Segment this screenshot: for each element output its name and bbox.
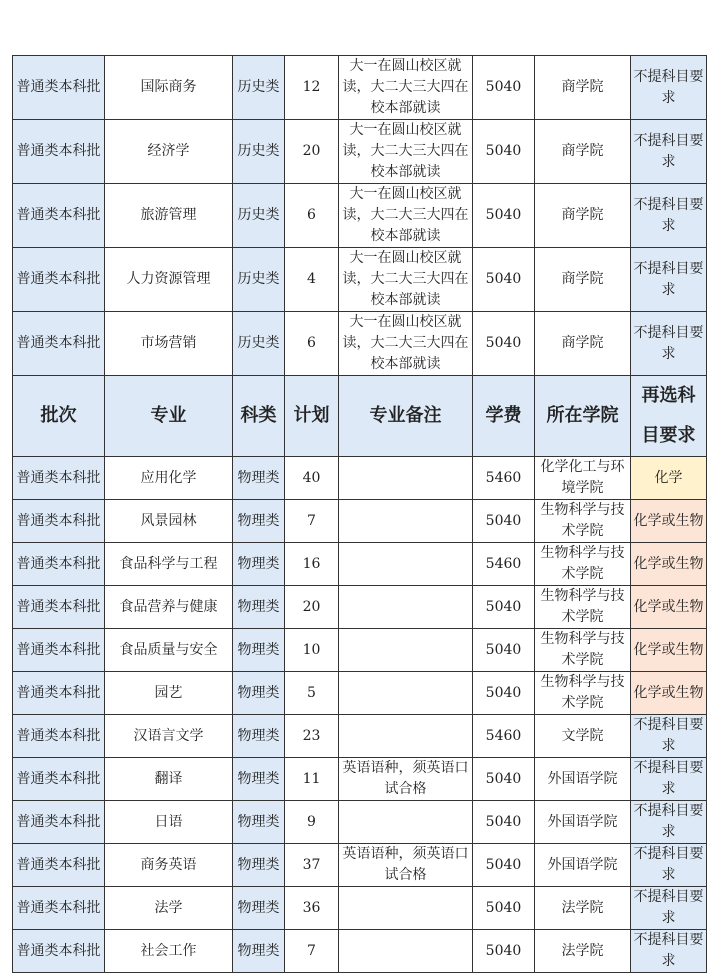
plan-cell: 16 — [285, 543, 339, 586]
note-cell — [339, 629, 473, 672]
type-cell: 物理类 — [233, 844, 285, 887]
plan-cell: 23 — [285, 715, 339, 758]
table-row — [13, 801, 707, 844]
requirement-cell: 不提科目要求 — [631, 801, 707, 844]
college-cell: 生物科学与技术学院 — [535, 500, 631, 543]
major-cell: 旅游管理 — [105, 184, 233, 248]
college-cell: 法学院 — [535, 930, 631, 973]
table-row — [13, 887, 707, 930]
note-cell: 英语语种，须英语口试合格 — [339, 844, 473, 887]
note-cell — [339, 500, 473, 543]
major-cell: 汉语言文学 — [105, 715, 233, 758]
type-cell: 物理类 — [233, 457, 285, 500]
table-row — [13, 312, 707, 376]
batch-cell: 普通类本科批 — [13, 457, 105, 500]
note-cell — [339, 887, 473, 930]
note-cell: 大一在圆山校区就读，大二大三大四在校本部就读 — [339, 184, 473, 248]
college-cell: 商学院 — [535, 312, 631, 376]
major-cell: 应用化学 — [105, 457, 233, 500]
header-college: 所在学院 — [535, 376, 631, 457]
requirement-cell: 化学或生物 — [631, 672, 707, 715]
table-row — [13, 184, 707, 248]
note-cell — [339, 930, 473, 973]
header-major: 专业 — [105, 376, 233, 457]
college-cell: 生物科学与技术学院 — [535, 672, 631, 715]
table-row — [13, 120, 707, 184]
requirement-cell: 不提科目要求 — [631, 312, 707, 376]
plan-cell: 6 — [285, 184, 339, 248]
batch-cell: 普通类本科批 — [13, 543, 105, 586]
plan-cell: 20 — [285, 586, 339, 629]
major-cell: 食品质量与安全 — [105, 629, 233, 672]
type-cell: 物理类 — [233, 758, 285, 801]
history-section — [13, 56, 707, 376]
college-cell: 生物科学与技术学院 — [535, 543, 631, 586]
note-cell — [339, 715, 473, 758]
table-row — [13, 629, 707, 672]
fee-cell: 5040 — [473, 629, 535, 672]
header-batch: 批次 — [13, 376, 105, 457]
fee-cell: 5040 — [473, 312, 535, 376]
note-cell — [339, 586, 473, 629]
major-cell: 园艺 — [105, 672, 233, 715]
header-fee: 学费 — [473, 376, 535, 457]
note-cell — [339, 801, 473, 844]
college-cell: 外国语学院 — [535, 758, 631, 801]
plan-cell: 4 — [285, 248, 339, 312]
note-cell — [339, 457, 473, 500]
type-cell: 历史类 — [233, 248, 285, 312]
plan-cell: 6 — [285, 312, 339, 376]
college-cell: 生物科学与技术学院 — [535, 586, 631, 629]
fee-cell: 5040 — [473, 586, 535, 629]
requirement-cell: 不提科目要求 — [631, 887, 707, 930]
college-cell: 商学院 — [535, 248, 631, 312]
plan-cell: 10 — [285, 629, 339, 672]
batch-cell: 普通类本科批 — [13, 248, 105, 312]
type-cell: 物理类 — [233, 586, 285, 629]
fee-cell: 5040 — [473, 56, 535, 120]
type-cell: 历史类 — [233, 56, 285, 120]
note-cell: 大一在圆山校区就读，大二大三大四在校本部就读 — [339, 248, 473, 312]
type-cell: 物理类 — [233, 715, 285, 758]
table-row — [13, 56, 707, 120]
batch-cell: 普通类本科批 — [13, 586, 105, 629]
major-cell: 社会工作 — [105, 930, 233, 973]
batch-cell: 普通类本科批 — [13, 56, 105, 120]
fee-cell: 5040 — [473, 801, 535, 844]
batch-cell: 普通类本科批 — [13, 887, 105, 930]
college-cell: 生物科学与技术学院 — [535, 629, 631, 672]
header-note: 专业备注 — [339, 376, 473, 457]
requirement-cell: 不提科目要求 — [631, 715, 707, 758]
college-cell: 法学院 — [535, 887, 631, 930]
major-cell: 食品营养与健康 — [105, 586, 233, 629]
note-cell: 大一在圆山校区就读，大二大三大四在校本部就读 — [339, 120, 473, 184]
major-cell: 翻译 — [105, 758, 233, 801]
plan-cell: 7 — [285, 500, 339, 543]
major-cell: 食品科学与工程 — [105, 543, 233, 586]
table-row — [13, 248, 707, 312]
type-cell: 历史类 — [233, 184, 285, 248]
fee-cell: 5040 — [473, 887, 535, 930]
fee-cell: 5040 — [473, 248, 535, 312]
note-cell: 英语语种，须英语口试合格 — [339, 758, 473, 801]
batch-cell: 普通类本科批 — [13, 672, 105, 715]
plan-cell: 20 — [285, 120, 339, 184]
batch-cell: 普通类本科批 — [13, 801, 105, 844]
table-row — [13, 586, 707, 629]
header-type: 科类 — [233, 376, 285, 457]
college-cell: 商学院 — [535, 184, 631, 248]
note-cell — [339, 543, 473, 586]
requirement-cell: 不提科目要求 — [631, 930, 707, 973]
type-cell: 物理类 — [233, 930, 285, 973]
fee-cell: 5040 — [473, 930, 535, 973]
fee-cell: 5040 — [473, 844, 535, 887]
table-row — [13, 844, 707, 887]
table-row — [13, 543, 707, 586]
plan-cell: 5 — [285, 672, 339, 715]
fee-cell: 5460 — [473, 457, 535, 500]
batch-cell: 普通类本科批 — [13, 312, 105, 376]
college-cell: 商学院 — [535, 56, 631, 120]
batch-cell: 普通类本科批 — [13, 758, 105, 801]
type-cell: 历史类 — [233, 120, 285, 184]
fee-cell: 5040 — [473, 672, 535, 715]
college-cell: 化学化工与环境学院 — [535, 457, 631, 500]
major-cell: 市场营销 — [105, 312, 233, 376]
plan-cell: 12 — [285, 56, 339, 120]
batch-cell: 普通类本科批 — [13, 629, 105, 672]
fee-cell: 5460 — [473, 715, 535, 758]
table-row — [13, 500, 707, 543]
plan-cell: 37 — [285, 844, 339, 887]
batch-cell: 普通类本科批 — [13, 715, 105, 758]
plan-cell: 36 — [285, 887, 339, 930]
requirement-cell: 不提科目要求 — [631, 184, 707, 248]
major-cell: 经济学 — [105, 120, 233, 184]
requirement-cell: 化学或生物 — [631, 500, 707, 543]
college-cell: 外国语学院 — [535, 801, 631, 844]
requirement-cell: 不提科目要求 — [631, 56, 707, 120]
table-row — [13, 930, 707, 973]
table-header-row — [13, 376, 707, 457]
type-cell: 物理类 — [233, 801, 285, 844]
fee-cell: 5040 — [473, 500, 535, 543]
batch-cell: 普通类本科批 — [13, 844, 105, 887]
header-requirement: 再选科目要求 — [631, 376, 707, 457]
major-cell: 法学 — [105, 887, 233, 930]
type-cell: 物理类 — [233, 543, 285, 586]
table-row — [13, 672, 707, 715]
requirement-cell: 不提科目要求 — [631, 758, 707, 801]
college-cell: 文学院 — [535, 715, 631, 758]
plan-cell: 11 — [285, 758, 339, 801]
plan-cell: 7 — [285, 930, 339, 973]
header-plan: 计划 — [285, 376, 339, 457]
table-row — [13, 715, 707, 758]
college-cell: 外国语学院 — [535, 844, 631, 887]
requirement-cell: 化学或生物 — [631, 629, 707, 672]
requirement-cell: 不提科目要求 — [631, 120, 707, 184]
major-cell: 人力资源管理 — [105, 248, 233, 312]
major-cell: 商务英语 — [105, 844, 233, 887]
fee-cell: 5040 — [473, 758, 535, 801]
requirement-cell: 化学或生物 — [631, 543, 707, 586]
fee-cell: 5040 — [473, 184, 535, 248]
requirement-cell: 化学或生物 — [631, 586, 707, 629]
note-cell: 大一在圆山校区就读，大二大三大四在校本部就读 — [339, 56, 473, 120]
batch-cell: 普通类本科批 — [13, 500, 105, 543]
fee-cell: 5460 — [473, 543, 535, 586]
batch-cell: 普通类本科批 — [13, 120, 105, 184]
major-cell: 日语 — [105, 801, 233, 844]
type-cell: 物理类 — [233, 500, 285, 543]
table-row — [13, 457, 707, 500]
batch-cell: 普通类本科批 — [13, 184, 105, 248]
college-cell: 商学院 — [535, 120, 631, 184]
note-cell — [339, 672, 473, 715]
plan-cell: 40 — [285, 457, 339, 500]
batch-cell: 普通类本科批 — [13, 930, 105, 973]
major-cell: 国际商务 — [105, 56, 233, 120]
physics-section — [13, 457, 707, 973]
requirement-cell: 不提科目要求 — [631, 248, 707, 312]
table-row — [13, 758, 707, 801]
fee-cell: 5040 — [473, 120, 535, 184]
requirement-cell: 化学 — [631, 457, 707, 500]
admission-plan-table — [12, 55, 707, 973]
type-cell: 历史类 — [233, 312, 285, 376]
type-cell: 物理类 — [233, 629, 285, 672]
note-cell: 大一在圆山校区就读，大二大三大四在校本部就读 — [339, 312, 473, 376]
requirement-cell: 不提科目要求 — [631, 844, 707, 887]
major-cell: 风景园林 — [105, 500, 233, 543]
table-header-section — [13, 376, 707, 457]
type-cell: 物理类 — [233, 887, 285, 930]
plan-cell: 9 — [285, 801, 339, 844]
type-cell: 物理类 — [233, 672, 285, 715]
